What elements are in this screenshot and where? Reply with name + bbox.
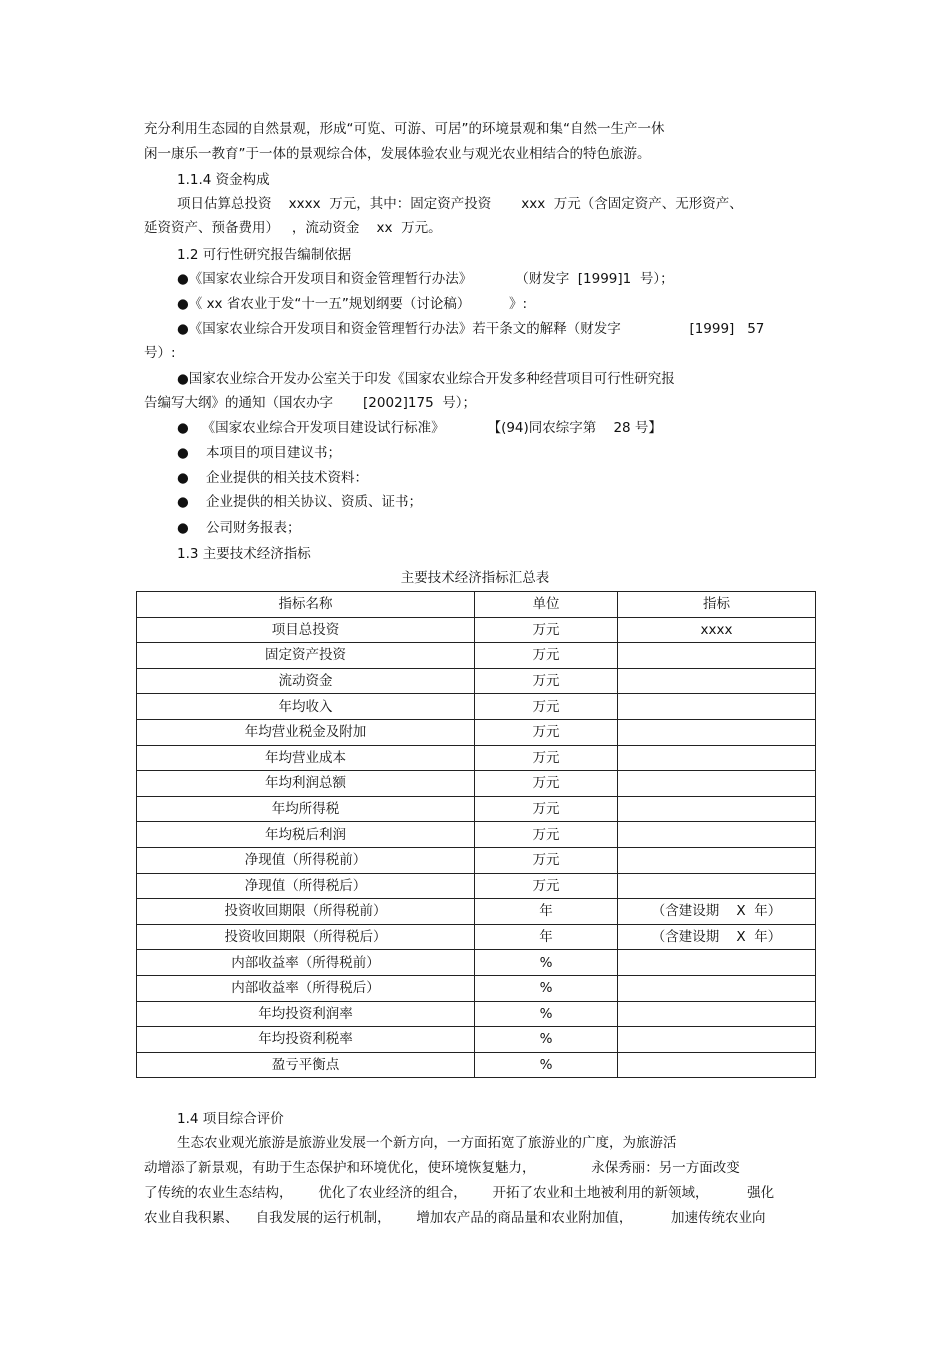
cell-indicator-name: 年均营业成本 [137, 745, 475, 771]
cell-indicator-value [618, 950, 816, 976]
table-row [137, 924, 816, 950]
cell-unit: 万元 [475, 668, 618, 694]
cell-indicator-value [618, 796, 816, 822]
funding-line-1: 项日估算总投资 xxxx 万元，其中：固定资产投资 xxx 万元（含固定资产、无形资产、 [177, 196, 743, 212]
table-row [137, 694, 816, 720]
table-row [137, 668, 816, 694]
basis-item: ● 公司财务报表； [177, 520, 301, 536]
cell-indicator-name: 年均税后利润 [137, 822, 475, 848]
basis-item: ●《国家农业综合开发项目和资金管理暂行办法》 （财发字 [1999]1 号）； [177, 271, 674, 287]
section-heading-1-2: 1.2 可行性研究报告编制依据 [177, 247, 352, 263]
cell-unit: 万元 [475, 694, 618, 720]
cell-indicator-value [618, 745, 816, 771]
cell-unit: 年 [475, 899, 618, 925]
cell-indicator-value [618, 975, 816, 1001]
cell-unit: 万元 [475, 719, 618, 745]
cell-indicator-name: 年均所得税 [137, 796, 475, 822]
cell-indicator-value [618, 873, 816, 899]
cell-indicator-value [618, 822, 816, 848]
cell-indicator-name: 年均收入 [137, 694, 475, 720]
evaluation-line-4: 农业自我积累、 自我发展的运行机制， 增加农产品的商品量和农业附加值， 加速传统农业向 [144, 1210, 766, 1226]
cell-indicator-value [618, 1052, 816, 1078]
cell-indicator-value [618, 1027, 816, 1053]
basis-item-continuation: 号）: [144, 345, 176, 361]
cell-unit: 万元 [475, 771, 618, 797]
cell-indicator-value: （含建设期 X 年） [618, 924, 816, 950]
cell-indicator-value [618, 643, 816, 669]
table-row [137, 847, 816, 873]
header-indicator-value: 指标 [618, 592, 816, 618]
indicator-table [136, 591, 816, 1078]
cell-unit: 万元 [475, 847, 618, 873]
cell-indicator-name: 盈亏平衡点 [137, 1052, 475, 1078]
cell-indicator-name: 内部收益率（所得税前） [137, 950, 475, 976]
cell-indicator-name: 年均利润总额 [137, 771, 475, 797]
table-row [137, 1052, 816, 1078]
cell-indicator-value [618, 771, 816, 797]
cell-indicator-name: 固定资产投资 [137, 643, 475, 669]
evaluation-line-1: 生态农业观光旅游是旅游业发展一个新方向，一方面拓宽了旅游业的广度，为旅游活 [177, 1135, 677, 1151]
section-heading-1-3: 1.3 主要技术经济指标 [177, 546, 311, 562]
table-caption: 主要技术经济指标汇总表 [400, 570, 550, 586]
cell-indicator-name: 内部收益率（所得税后） [137, 975, 475, 1001]
table-row [137, 719, 816, 745]
table-row [137, 617, 816, 643]
intro-line-1: 充分利用生态园的自然景观，形成“可览、可游、可居”的环境景观和集“自然一生产一休 [144, 121, 665, 137]
cell-unit: % [475, 975, 618, 1001]
cell-unit: % [475, 1052, 618, 1078]
table-row [137, 1001, 816, 1027]
cell-unit: 万元 [475, 617, 618, 643]
cell-indicator-name: 投资收回期限（所得税后） [137, 924, 475, 950]
cell-indicator-name: 净现值（所得税前） [137, 847, 475, 873]
cell-indicator-name: 投资收回期限（所得税前） [137, 899, 475, 925]
cell-indicator-value [618, 668, 816, 694]
basis-item: ● 《国家农业综合开发项目建设试行标准》 【(94)同农综字第 28 号】 [177, 420, 662, 436]
cell-indicator-value [618, 719, 816, 745]
cell-unit: 万元 [475, 796, 618, 822]
cell-indicator-name: 项目总投资 [137, 617, 475, 643]
cell-unit: 万元 [475, 643, 618, 669]
header-indicator-name: 指标名称 [137, 592, 475, 618]
cell-indicator-value: xxxx [618, 617, 816, 643]
evaluation-line-2: 动增添了新景观，有助于生态保护和环境优化，使环境恢复魅力， 永保秀丽：另一方面改变 [144, 1160, 740, 1176]
cell-unit: 年 [475, 924, 618, 950]
cell-indicator-name: 流动资金 [137, 668, 475, 694]
cell-unit: % [475, 1001, 618, 1027]
cell-indicator-value [618, 1001, 816, 1027]
table-row [137, 899, 816, 925]
cell-unit: % [475, 1027, 618, 1053]
header-unit: 单位 [475, 592, 618, 618]
cell-unit: % [475, 950, 618, 976]
table-row [137, 1027, 816, 1053]
table-header-row [137, 592, 816, 618]
cell-indicator-value [618, 847, 816, 873]
cell-indicator-value [618, 694, 816, 720]
cell-indicator-name: 年均投资利润率 [137, 1001, 475, 1027]
section-heading-1-4: 1.4 项目综合评价 [177, 1111, 284, 1127]
cell-indicator-name: 年均投资利税率 [137, 1027, 475, 1053]
table-row [137, 643, 816, 669]
cell-unit: 万元 [475, 745, 618, 771]
basis-item: ● 企业提供的相关协议、资质、证书； [177, 494, 422, 510]
table-row [137, 771, 816, 797]
cell-indicator-name: 年均营业税金及附加 [137, 719, 475, 745]
funding-line-2: 延资资产、预备费用） ，流动资金 xx 万元。 [144, 220, 442, 236]
cell-unit: 万元 [475, 873, 618, 899]
cell-indicator-value: （含建设期 X 年） [618, 899, 816, 925]
basis-item-continuation: 告编写大纲》的通知（国农办字 [2002]175 号）； [144, 395, 477, 411]
basis-item: ●《 xx 省农业于发“十一五”规划纲要（讨论稿） 》: [177, 296, 527, 312]
basis-item: ●《国家农业综合开发项目和资金管理暂行办法》若干条文的解释（财发字 [1999] 57 [177, 321, 765, 337]
table-row [137, 822, 816, 848]
section-heading-1-1-4: 1.1.4 资金构成 [177, 172, 270, 188]
basis-item: ● 企业提供的相关技术资料： [177, 470, 368, 486]
cell-indicator-name: 净现值（所得税后） [137, 873, 475, 899]
table-row [137, 975, 816, 1001]
table-row [137, 796, 816, 822]
cell-unit: 万元 [475, 822, 618, 848]
basis-item: ●国家农业综合开发办公室关于印发《国家农业综合开发多种经营项目可行性研究报 [177, 371, 675, 387]
intro-line-2: 闲一康乐一教育”于一体的景观综合体，发展体验农业与观光农业相结合的特色旅游。 [144, 146, 651, 162]
table-row [137, 950, 816, 976]
table-row [137, 873, 816, 899]
basis-item: ● 本项目的项目建议书； [177, 445, 341, 461]
evaluation-line-3: 了传统的农业生态结构， 优化了农业经济的组合， 开拓了农业和土地被利用的新领域， 强化 [144, 1185, 775, 1201]
table-row [137, 745, 816, 771]
